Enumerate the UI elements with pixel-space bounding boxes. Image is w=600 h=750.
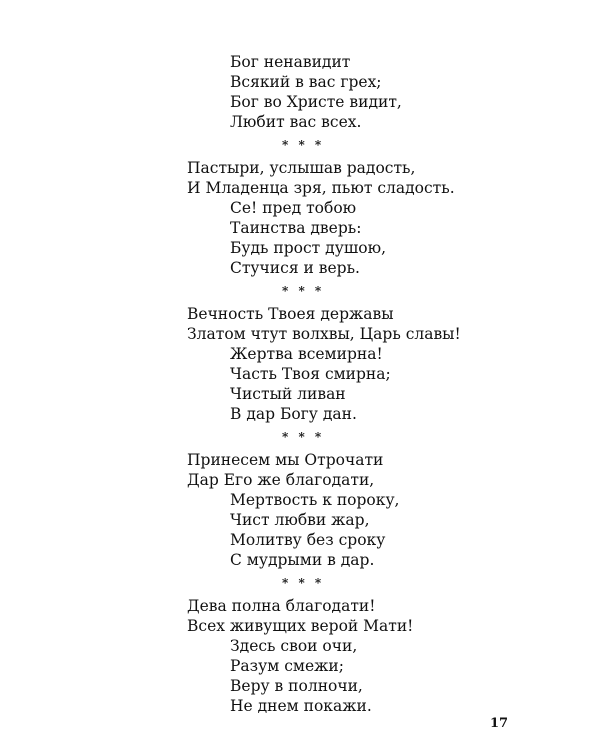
poem	[187, 52, 567, 716]
poem-line: Всякий в вас грех;	[230, 73, 382, 91]
poem-line: Дева полна благодати!	[187, 597, 376, 615]
stanza	[187, 596, 567, 716]
poem-line: Всех живущих верой Мати!	[187, 617, 414, 635]
poem-line: Златом чтут волхвы, Царь славы!	[187, 325, 461, 343]
poem-line: Чистый ливан	[230, 385, 346, 403]
poem-line: Часть Твоя смирна;	[230, 365, 391, 383]
poem-line: Жертва всемирна!	[230, 345, 383, 363]
stanza-separator: * * *	[282, 138, 325, 152]
poem-line: Бог во Христе видит,	[230, 93, 402, 111]
stanza-separator: * * *	[282, 576, 325, 590]
poem-line: С мудрыми в дар.	[230, 551, 375, 569]
poem-line: Разум смежи;	[230, 657, 344, 675]
poem-line: Се! пред тобою	[230, 199, 357, 217]
poem-line: Будь прост душою,	[230, 239, 387, 257]
stanza	[187, 450, 567, 570]
poem-line: Бог ненавидит	[230, 53, 351, 71]
page-number: 17	[490, 716, 509, 731]
poem-line: Веру в полночи,	[230, 677, 363, 695]
poem-line: И Младенца зря, пьют сладость.	[187, 179, 455, 197]
poem-line: Здесь свои очи,	[230, 637, 358, 655]
poem-line: Принесем мы Отрочати	[187, 451, 384, 469]
poem-line: Чист любви жар,	[230, 511, 370, 529]
poem-line: Стучися и верь.	[230, 259, 360, 277]
poem-line: Не днем покажи.	[230, 697, 372, 715]
stanza-separator: * * *	[282, 284, 325, 298]
poem-line: Пастыри, услышав радость,	[187, 159, 416, 177]
poem-line: Молитву без сроку	[230, 531, 386, 549]
stanza	[187, 304, 567, 424]
poem-line: Мертвость к пороку,	[230, 491, 400, 509]
poem-line: Дар Его же благодати,	[187, 471, 375, 489]
poem-line: Любит вас всех.	[230, 113, 362, 131]
stanza-separator: * * *	[282, 430, 325, 444]
poem-line: В дар Богу дан.	[230, 405, 357, 423]
poem-line: Вечность Твоея державы	[187, 305, 394, 323]
stanza	[187, 158, 567, 278]
stanza	[187, 52, 567, 132]
poem-line: Таинства дверь:	[230, 219, 362, 237]
